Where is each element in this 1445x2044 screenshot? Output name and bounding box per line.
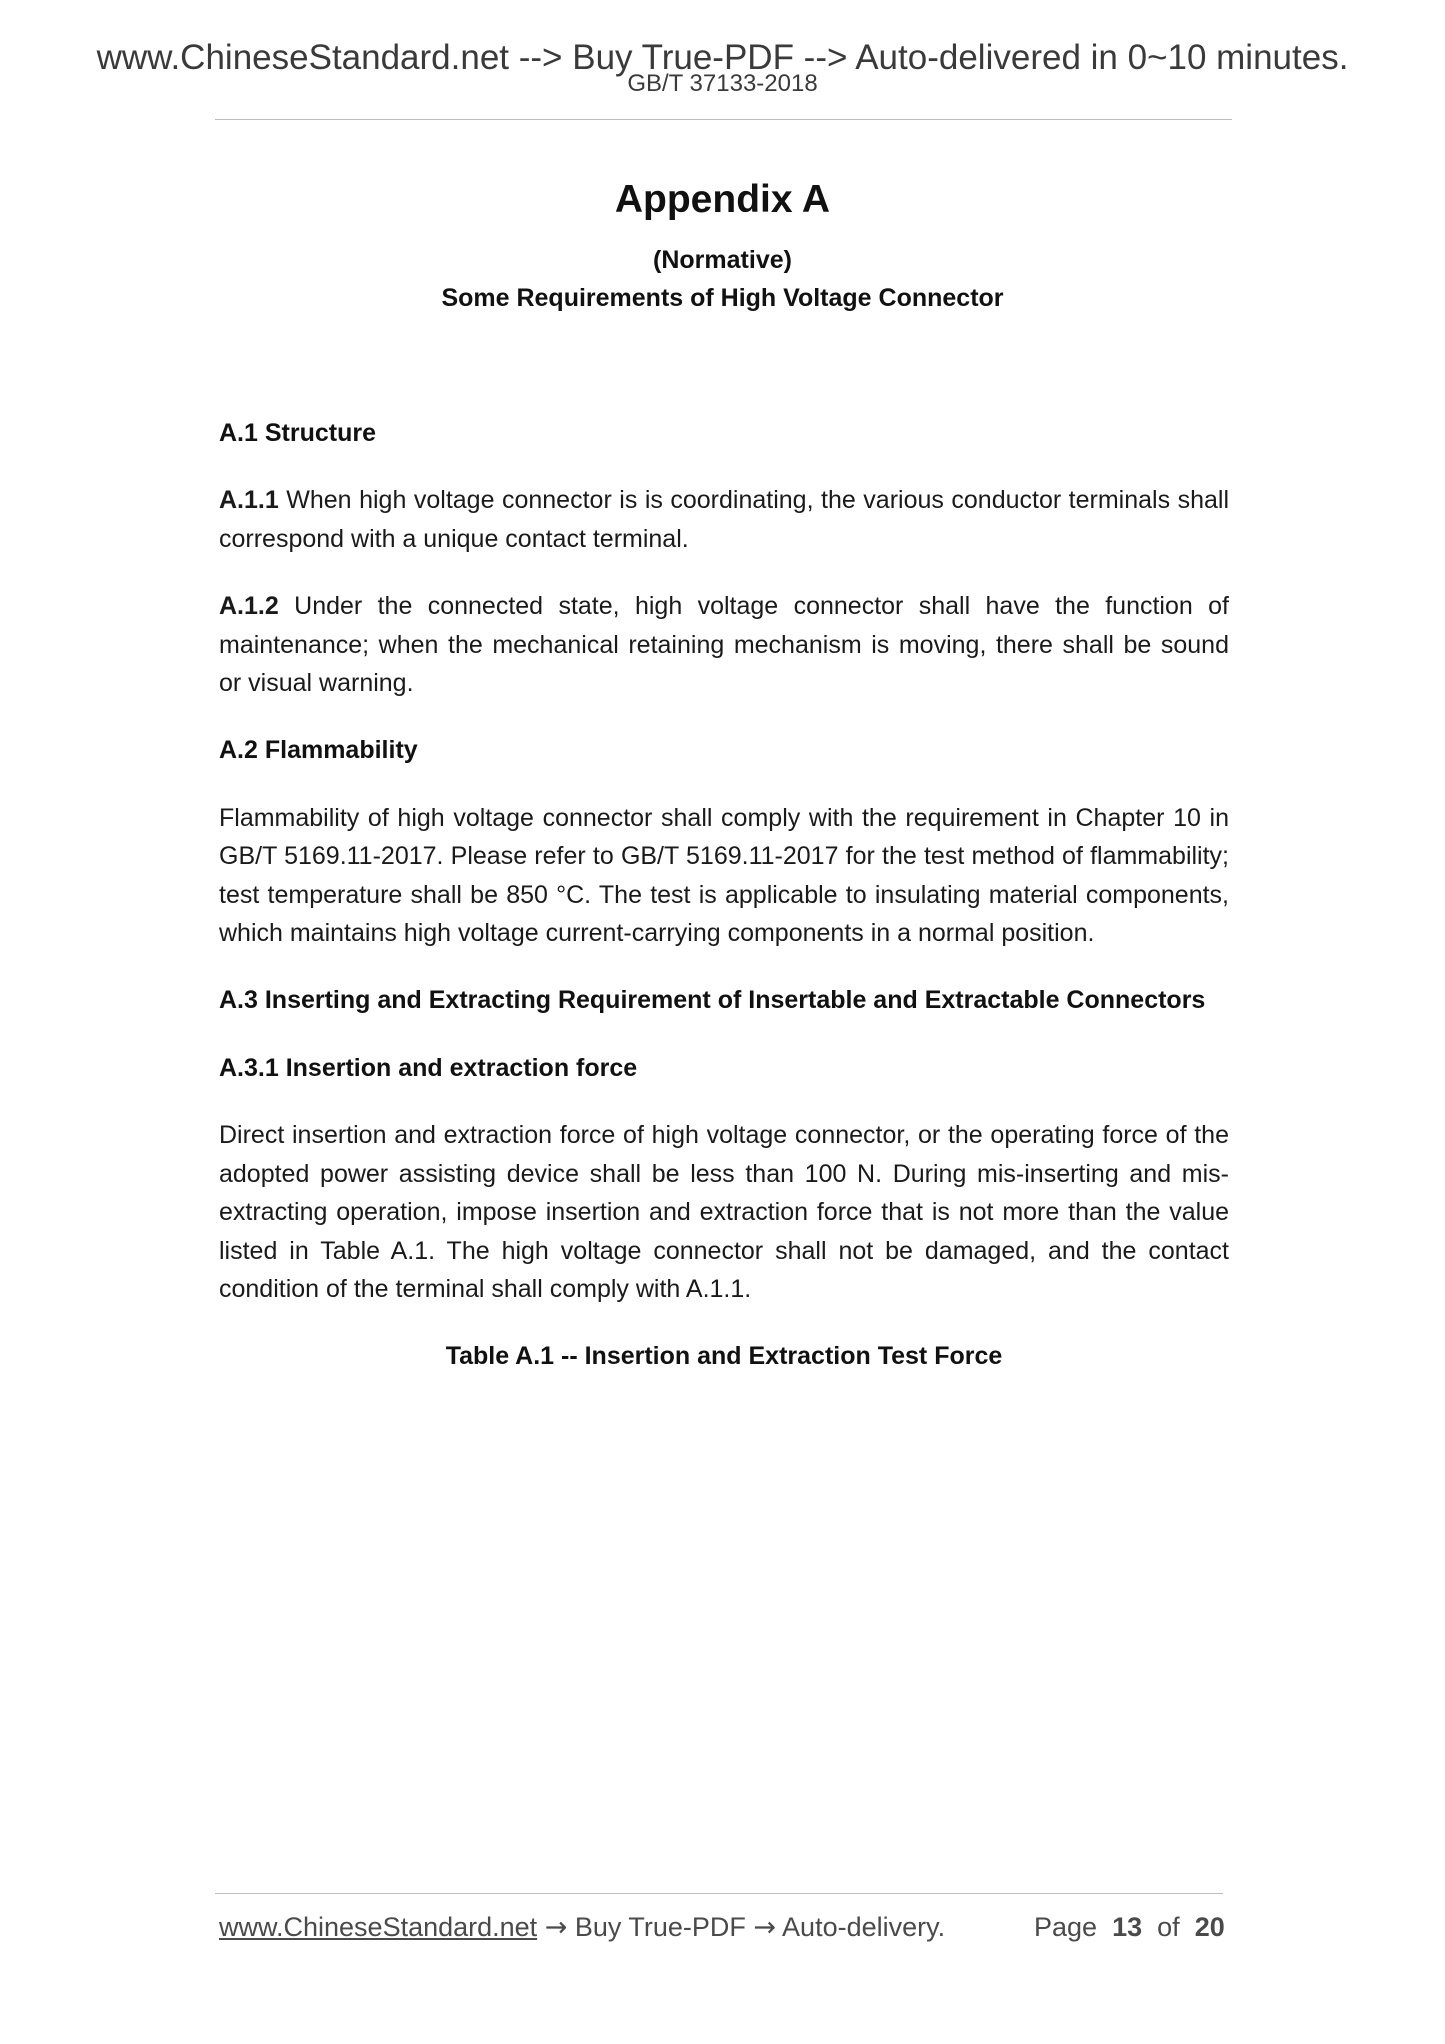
standard-code: GB/T 37133-2018 [627,70,818,97]
clause-number: A.1.2 [219,592,279,621]
clause-text: Under the connected state, high voltage connector shall have the function of maintenance; when the mechanical retaining mechanism is moving, there shall be sound or visual warning. [219,592,1229,698]
section-a1-heading: A.1 Structure [219,419,376,447]
section-a3-1-heading: A.3.1 Insertion and extraction force [219,1053,638,1082]
clause-a1-1 [219,481,1229,558]
header-divider [215,119,1232,120]
page-indicator [1034,1910,1225,1944]
buy-text: Buy True-PDF [574,1912,746,1942]
document-body [219,414,1229,1376]
section-a3-1-text: Direct insertion and extraction force of high voltage connector, or the operating force of the adopted power assisting device shall be less than 100 N. During mis-inserting and mis-extracting operation, impose insertion and extraction force that is not more than the value listed in Table A.1. The high voltage connector shall not be damaged, and the contact condition of the terminal shall comply with A.1.1. [219,1121,1229,1303]
clause-text: When high voltage connector is is coordinating, the various conductor terminals shall correspond with a unique contact terminal. [219,486,1230,553]
page-current: 13 [1112,1912,1143,1942]
section-a3-heading: A.3 Inserting and Extracting Requirement of Insertable and Extractable Connectors [219,986,1206,1015]
clause-number: A.1.1 [219,486,279,515]
section-a2-heading: A.2 Flammability [219,736,418,765]
arrow-right-icon: → [544,1912,568,1943]
site-link[interactable]: www.ChineseStandard.net [219,1912,538,1942]
footer-promo [219,1910,945,1945]
section-a2-text: Flammability of high voltage connector shall comply with the requirement in Chapter 10 in GB/T 5169.11-2017. Please refer to GB/T 5169.11-2017 for the test method of flammability; test temperature shall be 850 °C. The test is applicable to insulating material components, which maintains high voltage current-carrying components in a normal position. [219,803,1229,948]
auto-delivery-text: Auto-delivery. [782,1912,946,1942]
appendix-name: Some Requirements of High Voltage Connector [441,284,1004,312]
page-total: 20 [1194,1912,1225,1942]
arrow-right-icon: → [753,1912,777,1943]
footer-divider [215,1893,1223,1894]
page-label: Page [1034,1912,1098,1942]
table-caption: Table A.1 -- Insertion and Extraction Test Force [445,1342,1003,1371]
appendix-kind: (Normative) [653,246,792,274]
of-label: of [1157,1912,1180,1942]
appendix-title: Appendix A [614,178,831,221]
promo-banner: www.ChineseStandard.net --> Buy True-PDF --> Auto-delivered in 0~10 minutes. [96,38,1349,77]
clause-a1-2 [219,587,1229,702]
